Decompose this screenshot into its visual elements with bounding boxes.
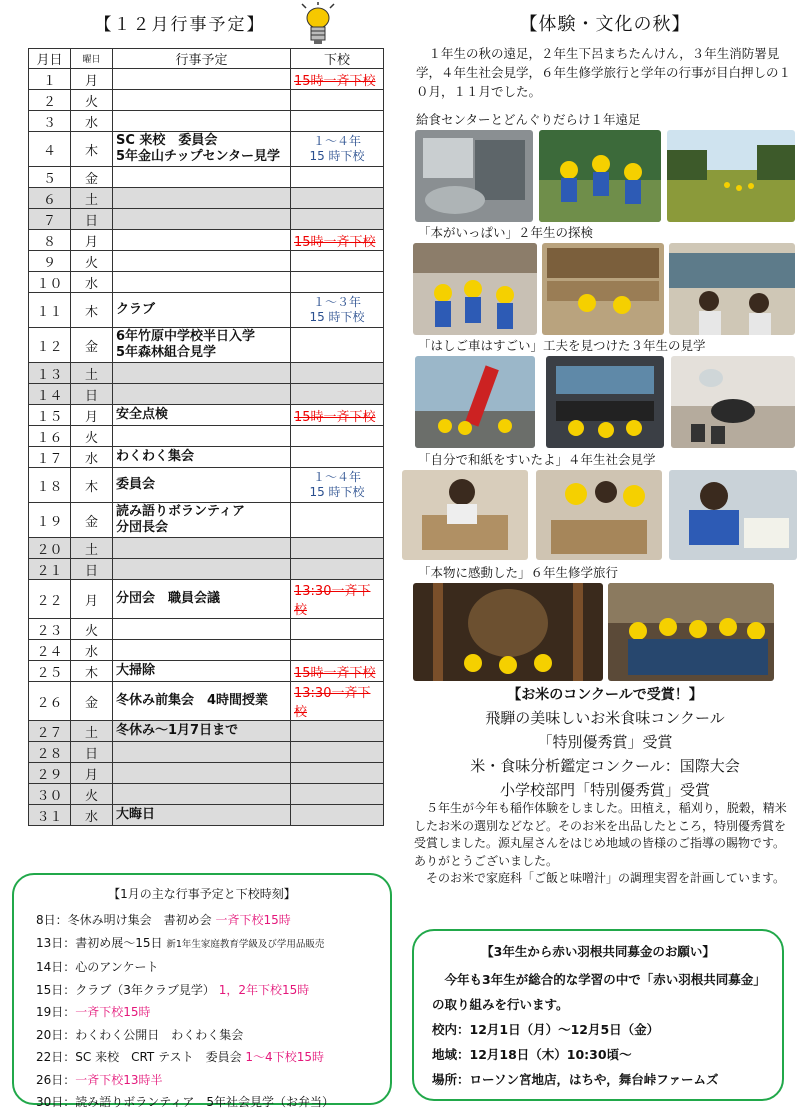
weekday-cell: 土 [71,721,113,742]
event-cell: 分団会 職員会議 [113,580,291,619]
photo-control-room [546,356,664,448]
dismissal-blue-note: １～４年 15 時下校 [309,134,365,163]
event-cell [113,384,291,405]
schedule-row [29,272,384,293]
january-item-dismissal: 一斉下校13時半 [75,1072,163,1087]
dismissal-cell [291,805,384,826]
event-cell: 大晦日 [113,805,291,826]
schedule-row [29,426,384,447]
award-line-2: 「特別優秀賞」受賞 [537,733,673,751]
weekday-cell: 火 [71,251,113,272]
day-cell: ６ [29,188,71,209]
dismissal-cell [291,328,384,363]
january-item-text: 読み語りボランティア 5年社会見学（お弁当） [75,1095,334,1109]
schedule-row [29,132,384,167]
schedule-row [29,188,384,209]
dismissal-cell [291,763,384,784]
day-cell: ５ [29,167,71,188]
dismissal-red-note: 15時一斉下校 [294,665,376,681]
event-cell: わくわく集会 [113,447,291,468]
schedule-row [29,682,384,721]
weekday-cell: 火 [71,784,113,805]
january-item-date: 26日： [36,1072,76,1087]
january-item-text: わくわく公開日 わくわく集会 [75,1027,244,1042]
dismissal-cell [291,661,384,682]
schedule-row [29,721,384,742]
january-schedule-box [12,873,392,1109]
schedule-row [29,167,384,188]
event-cell [113,426,291,447]
dismissal-cell [291,640,384,661]
january-item-text: 書初め展～15日 [75,935,167,950]
dismissal-cell [291,90,384,111]
weekday-cell: 火 [71,426,113,447]
photo-group-trip [608,583,774,681]
day-cell: １２ [29,328,71,363]
schedule-row [29,90,384,111]
event-cell [113,251,291,272]
day-cell: １６ [29,426,71,447]
dismissal-blue-note: １～３年 15 時下校 [309,295,365,324]
schedule-row [29,661,384,682]
schedule-row [29,230,384,251]
january-item-small: 新1年生家庭教育学級及び学用品販売 [166,938,325,950]
event-cell [113,640,291,661]
weekday-cell: 土 [71,363,113,384]
dismissal-cell [291,580,384,619]
dismissal-cell [291,447,384,468]
caption-grade1: 給食センターとどんぐりだらけ１年遠足 [416,112,641,127]
photo-ladder-truck [415,356,535,448]
header-weekday: 曜日 [71,49,113,69]
autumn-title: 【体験・文化の秋】 [519,14,691,35]
event-cell [113,167,291,188]
january-item [36,1046,334,1069]
weekday-cell: 日 [71,209,113,230]
red-feather-school: 校内：12月1日（月）～12月5日（金） [432,1022,660,1037]
weekday-cell: 金 [71,682,113,721]
january-item [36,956,334,979]
weekday-cell: 水 [71,805,113,826]
header-day: 月日 [29,49,71,69]
january-item-dismissal: 一斉下校15時 [75,1005,151,1019]
january-item [36,909,334,932]
day-cell: ３ [29,111,71,132]
photo-washi-1 [402,470,528,560]
dismissal-cell [291,405,384,426]
red-feather-places: 場所：ローソン宮地店，はちや，舞台峠ファームズ [432,1072,719,1087]
schedule-row [29,784,384,805]
dismissal-cell [291,619,384,640]
dismissal-red-note: 15時一斉下校 [294,409,376,425]
january-item-text: SC 来校 CRT テスト 委員会 [75,1050,246,1064]
dismissal-cell [291,188,384,209]
january-item-text: 冬休み明け集会 書初め会 [67,913,216,927]
weekday-cell: 金 [71,167,113,188]
schedule-row [29,742,384,763]
dismissal-cell [291,721,384,742]
day-cell: ２４ [29,640,71,661]
schedule-row [29,763,384,784]
day-cell: １３ [29,363,71,384]
event-cell [113,111,291,132]
weekday-cell: 火 [71,90,113,111]
red-feather-lines [432,967,777,1092]
event-cell [113,209,291,230]
dismissal-cell [291,363,384,384]
january-item-dismissal: 一斉下校15時 [215,913,291,927]
weekday-cell: 月 [71,69,113,90]
event-cell [113,69,291,90]
photo-washi-2 [536,470,662,560]
weekday-cell: 金 [71,503,113,538]
day-cell: ２８ [29,742,71,763]
red-feather-title: 【3年生から赤い羽根共同募金のお願い】 [481,944,715,959]
light-bulb-icon [300,2,336,46]
day-cell: ３１ [29,805,71,826]
photo-kitchen [415,130,533,222]
event-cell [113,619,291,640]
caption-grade3: 「はしご車はすごい」工夫を見つけた３年生の見学 [418,338,706,353]
january-item [36,1024,334,1047]
schedule-row [29,328,384,363]
header-event: 行事予定 [113,49,291,69]
january-item-date: 14日： [36,960,76,974]
day-cell: １０ [29,272,71,293]
weekday-cell: 月 [71,230,113,251]
award-line-1: 飛騨の美味しいお米食味コンクール [485,709,725,727]
january-item [36,979,334,1002]
dismissal-cell [291,468,384,503]
caption-grade6: 「本物に感動した」６年生修学旅行 [418,565,619,580]
weekday-cell: 月 [71,763,113,784]
day-cell: １５ [29,405,71,426]
day-cell: １８ [29,468,71,503]
dismissal-cell [291,384,384,405]
dismissal-cell [291,784,384,805]
event-cell: SC 来校 委員会 5年金山チップセンター見学 [113,132,291,167]
dismissal-red-note: 13:30一斉下校 [294,584,371,618]
weekday-cell: 火 [71,619,113,640]
day-cell: ２９ [29,763,71,784]
event-cell [113,90,291,111]
day-cell: ２ [29,90,71,111]
dismissal-cell [291,538,384,559]
award-body: ５年生が今年も稲作体験をしました。田植え，稲刈り，脱穀，精米したお米の選別などなど。そのお米を出品したところ，特別優秀賞を受賞しました。源丸屋さんをはじめ地域の皆様のご指導の賜物です。ありがとうございました。 そのお米で家庭科「ご飯と味噌汁」の調理実習を計画しています。 [414,801,787,885]
event-cell [113,763,291,784]
schedule-row [29,363,384,384]
january-item [36,932,334,957]
schedule-row [29,559,384,580]
red-feather-area: 地域：12月18日（木）10:30頃～ [432,1047,632,1062]
january-item-text: クラブ（3年クラブ見学） [75,982,219,997]
day-cell: １４ [29,384,71,405]
january-item [36,1001,334,1024]
january-item-text: 心のアンケート [75,960,159,974]
event-cell: クラブ [113,293,291,328]
weekday-cell: 水 [71,272,113,293]
day-cell: １ [29,69,71,90]
schedule-row [29,580,384,619]
schedule-row [29,384,384,405]
event-cell: 読み語りボランティア 分団長会 [113,503,291,538]
event-cell: 冬休み～1月7日まで [113,721,291,742]
red-feather-box [412,929,784,1101]
dismissal-cell [291,251,384,272]
dismissal-cell [291,559,384,580]
january-item [36,1069,334,1092]
event-cell [113,742,291,763]
schedule-row [29,209,384,230]
january-item-date: 15日： [36,982,76,997]
red-feather-intro: 今年も3年生が総合的な学習の中で「赤い羽根共同募金」の取り組みを行います。 [432,972,766,1012]
weekday-cell: 金 [71,328,113,363]
schedule-row [29,640,384,661]
day-cell: ２７ [29,721,71,742]
day-cell: ９ [29,251,71,272]
photo-park-lawn [667,130,795,222]
dismissal-cell [291,69,384,90]
day-cell: ４ [29,132,71,167]
photo-library-3 [669,243,795,335]
january-item-date: 22日： [36,1050,76,1064]
event-cell [113,784,291,805]
event-cell: 安全点検 [113,405,291,426]
weekday-cell: 木 [71,132,113,167]
event-cell [113,230,291,251]
award-line-4: 小学校部門「特別優秀賞」受賞 [499,781,710,799]
schedule-row [29,538,384,559]
dismissal-cell [291,682,384,721]
weekday-cell: 日 [71,742,113,763]
january-item-dismissal: 1～4下校15時 [245,1050,324,1064]
schedule-row [29,468,384,503]
dismissal-cell [291,503,384,538]
photo-walk-children [539,130,661,222]
photo-helmet-boots [671,356,795,448]
weekday-cell: 土 [71,188,113,209]
january-item-date: 19日： [36,1005,76,1019]
day-cell: ３０ [29,784,71,805]
schedule-row [29,619,384,640]
weekday-cell: 木 [71,661,113,682]
day-cell: ７ [29,209,71,230]
day-cell: １９ [29,503,71,538]
schedule-row [29,293,384,328]
schedule-title: 【１２月行事予定】 [94,15,266,35]
weekday-cell: 日 [71,559,113,580]
caption-grade4: 「自分で和紙をすいたよ」４年生社会見学 [418,452,656,467]
header-dismissal: 下校 [291,49,384,69]
event-cell: 6年竹原中学校半日入学 5年森林組合見学 [113,328,291,363]
photo-temple-hall [413,583,603,681]
schedule-row [29,447,384,468]
event-cell [113,188,291,209]
day-cell: ２２ [29,580,71,619]
dismissal-red-note: 13:30一斉下校 [294,686,371,720]
weekday-cell: 日 [71,384,113,405]
weekday-cell: 水 [71,447,113,468]
schedule-row [29,405,384,426]
dismissal-cell [291,426,384,447]
day-cell: １１ [29,293,71,328]
event-cell [113,559,291,580]
dismissal-cell [291,111,384,132]
autumn-intro: １年生の秋の遠足，２年生下呂まちたんけん，３年生消防署見学，４年生社会見学，６年生修学旅行と学年の行事が目白押しの１０月，１１月でした。 [416,46,792,99]
weekday-cell: 水 [71,111,113,132]
event-cell: 委員会 [113,468,291,503]
weekday-cell: 土 [71,538,113,559]
schedule-row [29,69,384,90]
photo-library-1 [413,243,537,335]
day-cell: ８ [29,230,71,251]
weekday-cell: 木 [71,293,113,328]
dismissal-cell [291,230,384,251]
january-item-date: 8日： [36,913,68,927]
january-item-date: 20日： [36,1027,76,1042]
dismissal-red-note: 15時一斉下校 [294,73,376,89]
weekday-cell: 月 [71,580,113,619]
event-cell [113,538,291,559]
dismissal-cell [291,167,384,188]
photo-library-2 [542,243,664,335]
photo-washi-3 [669,470,797,560]
schedule-row [29,805,384,826]
event-cell [113,272,291,293]
caption-grade2: 「本がいっぱい」２年生の探検 [418,225,594,240]
january-title: 【1月の主な行事予定と下校時刻】 [108,887,296,901]
award-title: 【お米のコンクールで受賞！】 [507,687,703,703]
schedule-row [29,503,384,538]
weekday-cell: 水 [71,640,113,661]
award-line-3: 米・食味分析鑑定コンクール：国際大会 [470,757,740,775]
day-cell: ２０ [29,538,71,559]
schedule-row [29,111,384,132]
event-cell: 冬休み前集会 4時間授業 [113,682,291,721]
january-item-date: 30日： [36,1095,76,1109]
december-schedule-table [28,48,384,826]
january-list [36,909,334,1114]
january-item [36,1091,334,1114]
dismissal-red-note: 15時一斉下校 [294,234,376,250]
day-cell: ２５ [29,661,71,682]
dismissal-cell [291,209,384,230]
day-cell: ２３ [29,619,71,640]
dismissal-cell [291,293,384,328]
event-cell [113,363,291,384]
dismissal-cell [291,132,384,167]
event-cell: 大掃除 [113,661,291,682]
january-item-dismissal: 1，2年下校15時 [218,982,310,997]
dismissal-cell [291,272,384,293]
day-cell: ２６ [29,682,71,721]
dismissal-cell [291,742,384,763]
january-item-date: 13日： [36,935,76,950]
day-cell: ２１ [29,559,71,580]
dismissal-blue-note: １～４年 15 時下校 [309,470,365,499]
weekday-cell: 木 [71,468,113,503]
schedule-row [29,251,384,272]
day-cell: １７ [29,447,71,468]
weekday-cell: 月 [71,405,113,426]
